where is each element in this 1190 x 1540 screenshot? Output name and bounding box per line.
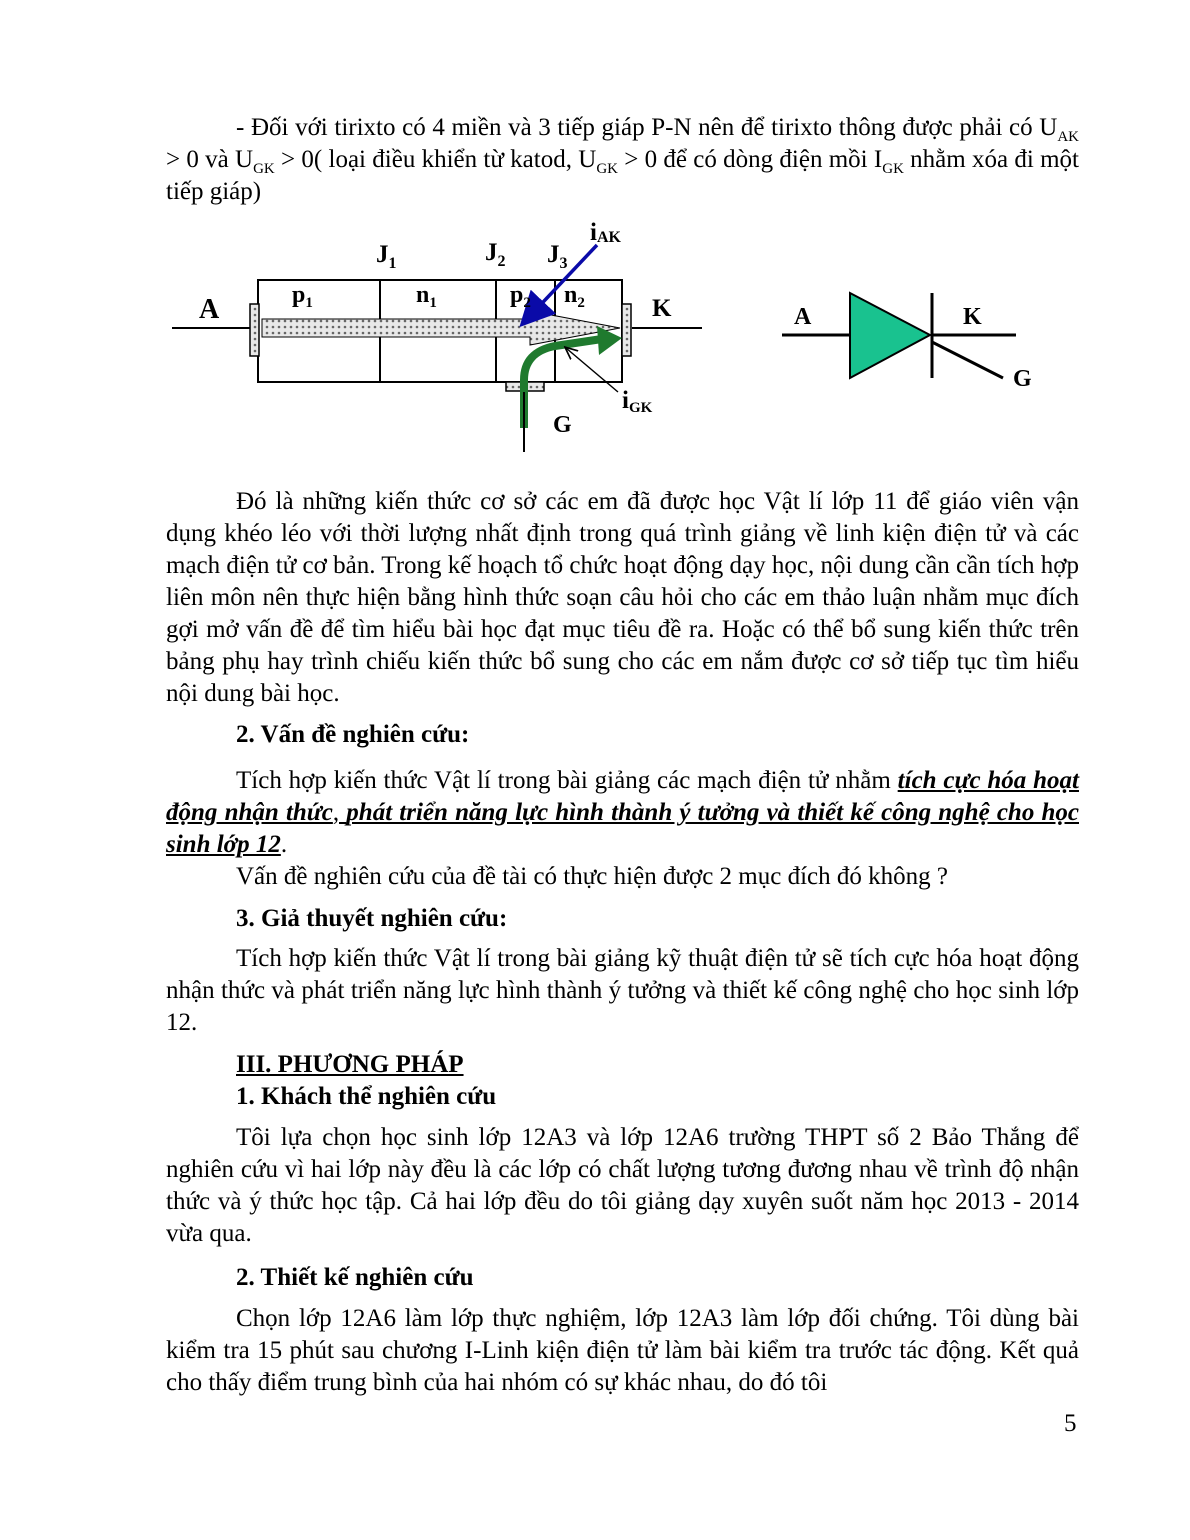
svg-text:iGK: iGK [622,387,653,416]
heading-design: 2. Thiết kế nghiên cứu [236,1264,474,1291]
svg-text:p1: $p_1$ [292,282,313,311]
svg-text:J2: $J_2$ [485,239,506,270]
thyristor-diagram [0,0,1190,470]
cathode-electrode [622,304,631,356]
heading-research-problem: 2. Vấn đề nghiên cứu: [236,721,470,748]
paragraph-background-knowledge: Đó là những kiến thức cơ sở các em đã được học Vật lí lớp 11 để giáo viên vận dụng khéo léo với thời lượng nhất định trong quá trình giảng về linh kiện điện tử và các mạch điện tử cơ bản. Trong kế hoạch tổ chức hoạt động dạy học, nội dung cần cần tích hợp liên môn nên thực hiện bằng hình thức soạn câu hỏi cho các em thảo luận nhằm mục đích gợi mở vấn đề để tìm hiểu bài học đạt mục tiêu đề ra. Hoặc có thể bổ sung kiến thức trên bảng phụ hay trình chiếu kiến thức bổ sung cho các em nắm được cơ sở tiếp tục tìm hiểu nội dung bài học. [166,488,1079,707]
svg-text:iAK: iAK [590,219,621,246]
paragraph-thyristor-condition: - Đối với tirixto có 4 miền và 3 tiếp giáp P-N nên để tirixto thông được phải có $U_{AK} > 0$ và $U_{GK} > 0$( loại điều khiển từ katod, $U_{GK} > 0$ để có dòng điện mồi $I_{GK}$ nhằm xóa đi một tiếp giáp) [166,114,1079,205]
svg-text:G: G [1013,366,1032,392]
svg-text:n1: $n_1$ [416,282,437,311]
paragraph-hypothesis: Tích hợp kiến thức Vật lí trong bài giảng kỹ thuật điện tử sẽ tích cực hóa hoạt động nhận thức và phát triển năng lực hình thành ý tưởng và thiết kế công nghệ cho học sinh lớp 12. [166,945,1079,1036]
paragraph-subjects: Tôi lựa chọn học sinh lớp 12A3 và lớp 12A6 trường THPT số 2 Bảo Thắng để nghiên cứu vì hai lớp này đều là các lớp có chất lượng tương đương nhau về trình độ nhận thức và ý thức học tập. Cả hai lớp đều do tôi giảng dạy xuyên suốt năm học 2013 - 2014 vừa qua. [166,1124,1079,1247]
igk-pointer [566,348,618,392]
paragraph-research-question: Vấn đề nghiên cứu của đề tài có thực hiện được 2 mục đích đó không ? [236,863,948,890]
symbol-triangle [850,293,930,378]
svg-text:K: K [963,304,982,330]
symbol-gate-line [932,342,1003,378]
heading-subjects: 1. Khách thể nghiên cứu [236,1083,497,1110]
svg-text:A: A [794,304,812,330]
svg-text:n2: $n_2$ [564,282,585,311]
heading-hypothesis: 3. Giả thuyết nghiên cứu: [236,905,508,932]
main-current-arrow [262,311,620,345]
svg-text:p2: $p_2$ [510,282,531,311]
paragraph-research-problem: Tích hợp kiến thức Vật lí trong bài giảng các mạch điện tử nhằm tích cực hóa hoạt động nhận thức, phát triển năng lực hình thành ý tưởng và thiết kế công nghệ cho học sinh lớp 12. [166,767,1079,858]
paragraph-design: Chọn lớp 12A6 làm lớp thực nghiệm, lớp 12A3 làm lớp đối chứng. Tôi dùng bài kiểm tra 15 phút sau chương I-Linh kiện điện tử làm bài kiểm tra trước tác động. Kết quả cho thấy điểm trung bình của hai nhóm có sự khác nhau, do đó tôi [166,1305,1079,1396]
svg-text:J3: $J_3$ [547,241,568,272]
anode-electrode [250,304,259,356]
heading-methods: III. PHƯƠNG PHÁP [236,1051,464,1078]
page-number: 5 [1064,1410,1077,1437]
svg-text:A: A [199,294,220,325]
svg-text:G: G [553,412,572,438]
svg-text:J1: $J_1$ [376,241,397,272]
svg-text:K: K [652,295,672,322]
